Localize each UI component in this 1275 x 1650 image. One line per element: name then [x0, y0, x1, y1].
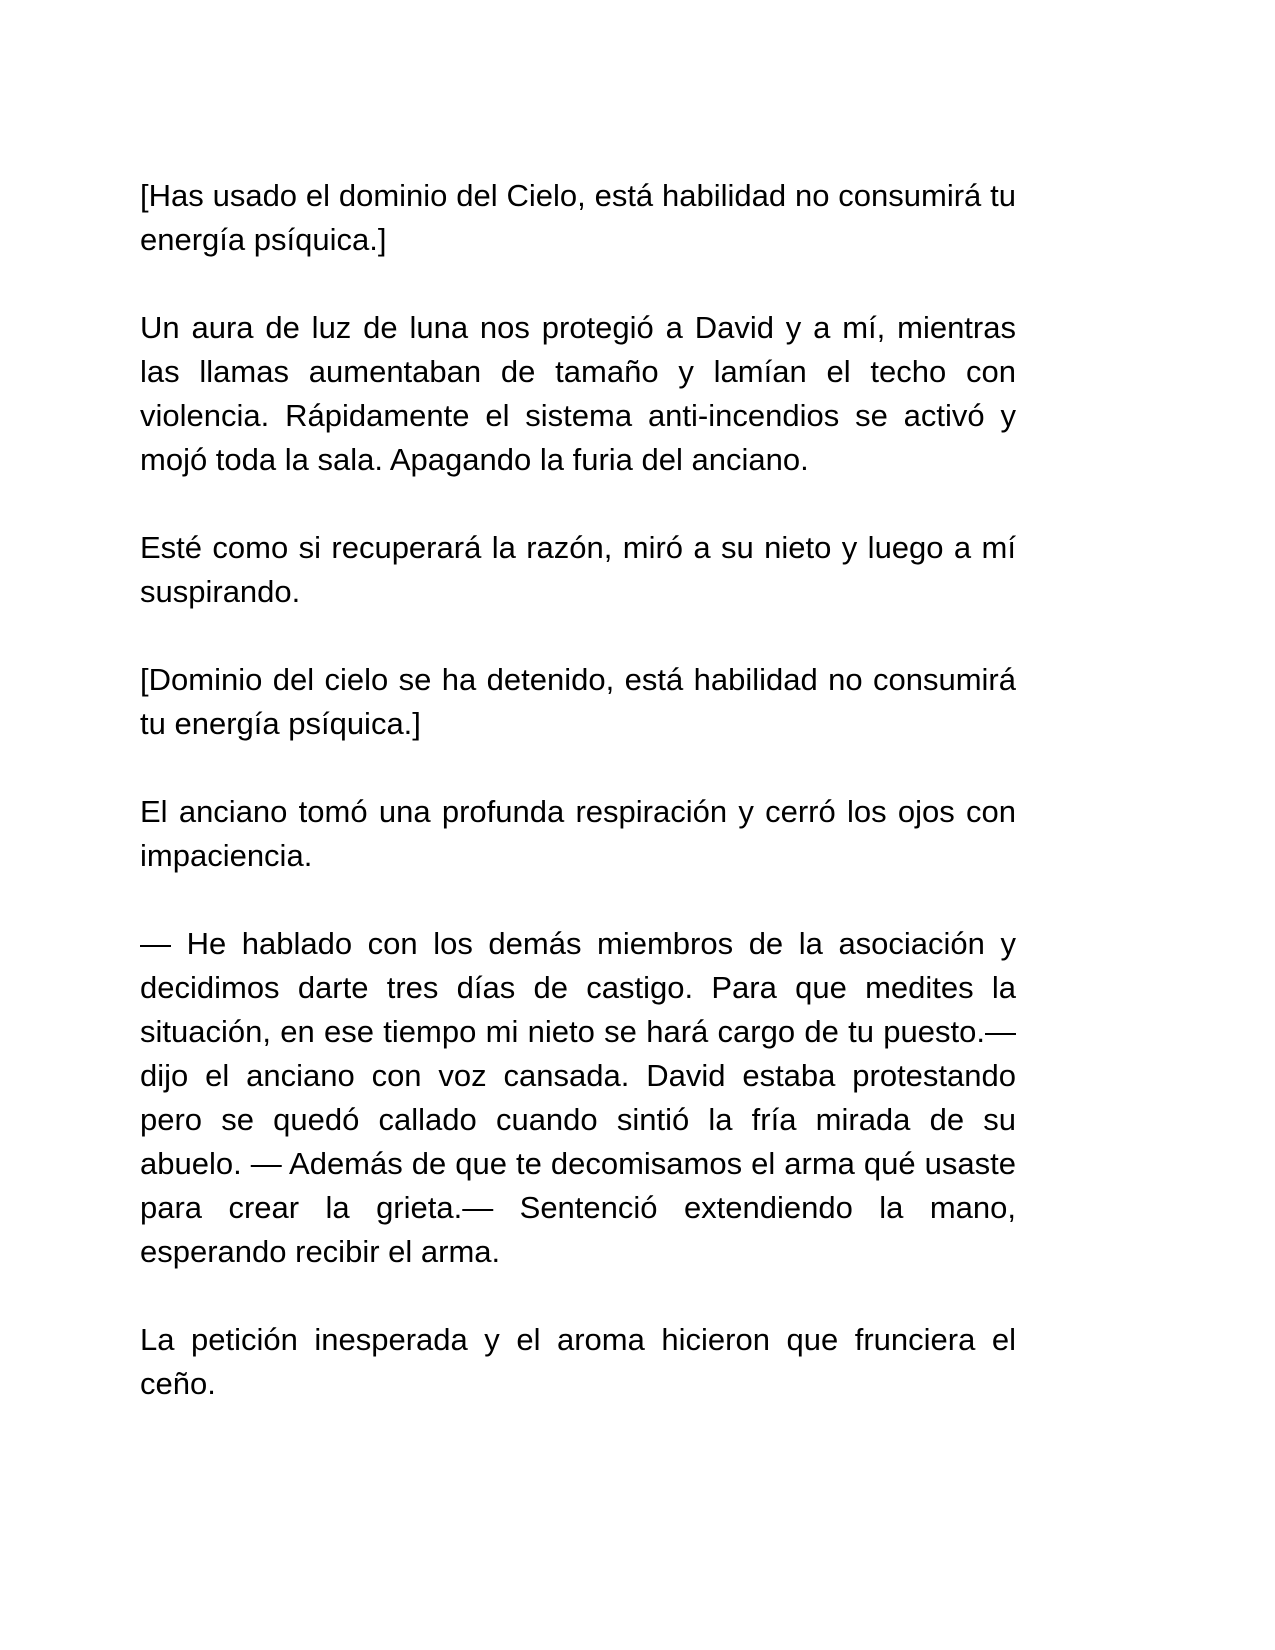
paragraph-system-message-2: [Dominio del cielo se ha detenido, está habilidad no consumirá tu energía psíquica.]: [140, 662, 1016, 741]
paragraph-unexpected-request: La petición inesperada y el aroma hicieron que frunciera el ceño.: [140, 1322, 1016, 1401]
paragraph-elder-speech: — He hablado con los demás miembros de la asociación y decidimos darte tres días de castigo. Para que medites la situación, en ese tiempo mi nieto se hará cargo de tu puesto.— dijo el anciano con voz cansada. David estaba protestando pero se quedó callado cuando sintió la fría mirada de su abuelo. — Además de que te decomisamos el arma qué usaste para crear la grieta.— Sentenció extendiendo la mano, esperando recibir el arma.: [140, 926, 1016, 1269]
paragraph-elder-sighs: Esté como si recuperará la razón, miró a su nieto y luego a mí suspirando.: [140, 530, 1016, 609]
document-body: [140, 174, 1016, 1450]
paragraph-system-message-1: [Has usado el dominio del Cielo, está habilidad no consumirá tu energía psíquica.]: [140, 178, 1016, 257]
paragraph-moonlight-aura: Un aura de luz de luna nos protegió a David y a mí, mientras las llamas aumentaban de tamaño y lamían el techo con violencia. Rápidamente el sistema anti-incendios se activó y mojó toda la sala. Apagando la furia del anciano.: [140, 310, 1016, 477]
paragraph-elder-breath: El anciano tomó una profunda respiración y cerró los ojos con impaciencia.: [140, 794, 1016, 873]
